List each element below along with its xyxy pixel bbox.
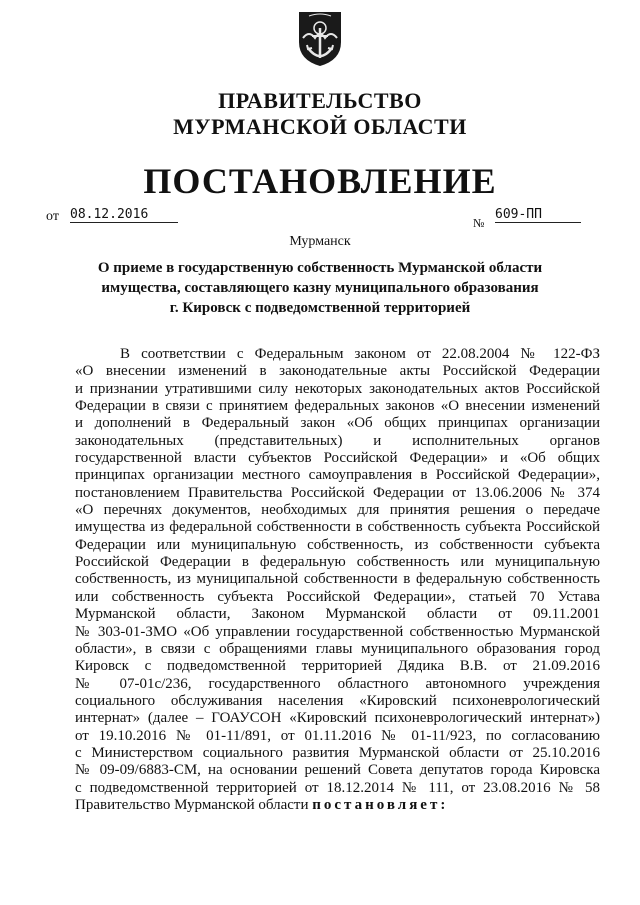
body-line: государственной власти субъектов Российской Федерации» и «Об общих: [75, 450, 600, 467]
body-line: от 19.10.2016 № 01-11/891, от 01.11.2016 № 01-11/923, по согласованию: [75, 727, 600, 744]
body-line: «О внесении изменений в законодательные акты Российской Федерации: [75, 363, 600, 380]
government-title-line2: МУРМАНСКОЙ ОБЛАСТИ: [173, 114, 467, 139]
body-line: и дополнений в Федеральный закон «Об общих принципах организации: [75, 415, 600, 432]
murmansk-coat-of-arms-icon: [297, 8, 343, 68]
subject-line: О приеме в государственную собственность Мурманской области: [97, 260, 543, 276]
body-line: области», в связи с обращениями главы муниципального образования город: [75, 640, 600, 657]
body-line: «О перечнях документов, необходимых для принятия решения о передаче: [75, 502, 600, 519]
body-line: имущества из федеральной собственности в собственность субъекта Российской: [75, 519, 600, 536]
body-line: и признании утратившими силу некоторых законодательных актов Российской: [75, 380, 600, 397]
body-line: № 07-01с/236, государственного областного автономного учреждения: [75, 675, 600, 692]
body-line: Кировск с подведомственной территорией Дядика В.В. от 21.09.2016: [75, 658, 600, 675]
body-line: принципах организации местного самоуправления в Российской Федерации»,: [75, 467, 600, 484]
body-line: или собственность субъекта Российской Федерации», статьей 70 Устава: [75, 588, 600, 605]
body-line: законодательных (представительных) и исполнительных органов: [75, 432, 600, 449]
subject-line: г. Кировск с подведомственной территорией: [169, 300, 471, 316]
body-line-final: [75, 797, 600, 814]
body-line: интернат» (далее – ГОАУСОН «Кировский психоневрологический интернат»): [75, 710, 600, 727]
body-line: Федерации или муниципальную собственность, из собственности субъекта: [75, 536, 600, 553]
number-prefix: №: [473, 216, 485, 230]
document-date: 08.12.2016: [70, 207, 178, 223]
city-label: Мурманск: [289, 234, 351, 249]
date-prefix: от: [46, 209, 59, 224]
body-line: № 09-09/6883-СМ, на основании решений Совета депутатов города Кировска: [75, 762, 600, 779]
document-type-title: ПОСТАНОВЛЕНИЕ: [143, 161, 497, 201]
body-line: № 303-01-ЗМО «Об управлении государственной собственностью Мурманской: [75, 623, 600, 640]
resolution-keyword: постановляет:: [312, 796, 449, 813]
subject-line: имущества, составляющего казну муниципального образования: [101, 280, 539, 296]
body-line: с подведомственной территорией от 18.12.2014 № 111, от 23.08.2016 № 58: [75, 779, 600, 796]
body-line: постановлением Правительства Российской Федерации от 13.06.2006 № 374: [75, 484, 600, 501]
body-line: Мурманской области, Законом Мурманской области от 09.11.2001: [75, 606, 600, 623]
government-title-line1: ПРАВИТЕЛЬСТВО: [218, 88, 422, 113]
body-line: Федерации в связи с принятием федеральных законов «О внесении изменений: [75, 398, 600, 415]
document-subject: [92, 258, 548, 318]
document-number: 609-ПП: [495, 207, 581, 223]
document-body: [75, 346, 600, 814]
body-line: Российской Федерации в федеральную собственность или муниципальную: [75, 554, 600, 571]
final-line-text: Правительство Мурманской области: [75, 796, 313, 813]
body-line: В соответствии с Федеральным законом от 22.08.2004 № 122-ФЗ: [120, 346, 600, 362]
body-line: социального обслуживания населения «Кировский психоневрологический: [75, 692, 600, 709]
body-line: собственность, из муниципальной собственности в федеральную собственность: [75, 571, 600, 588]
body-line: с Министерством социального развития Мурманской области от 25.10.2016: [75, 744, 600, 761]
